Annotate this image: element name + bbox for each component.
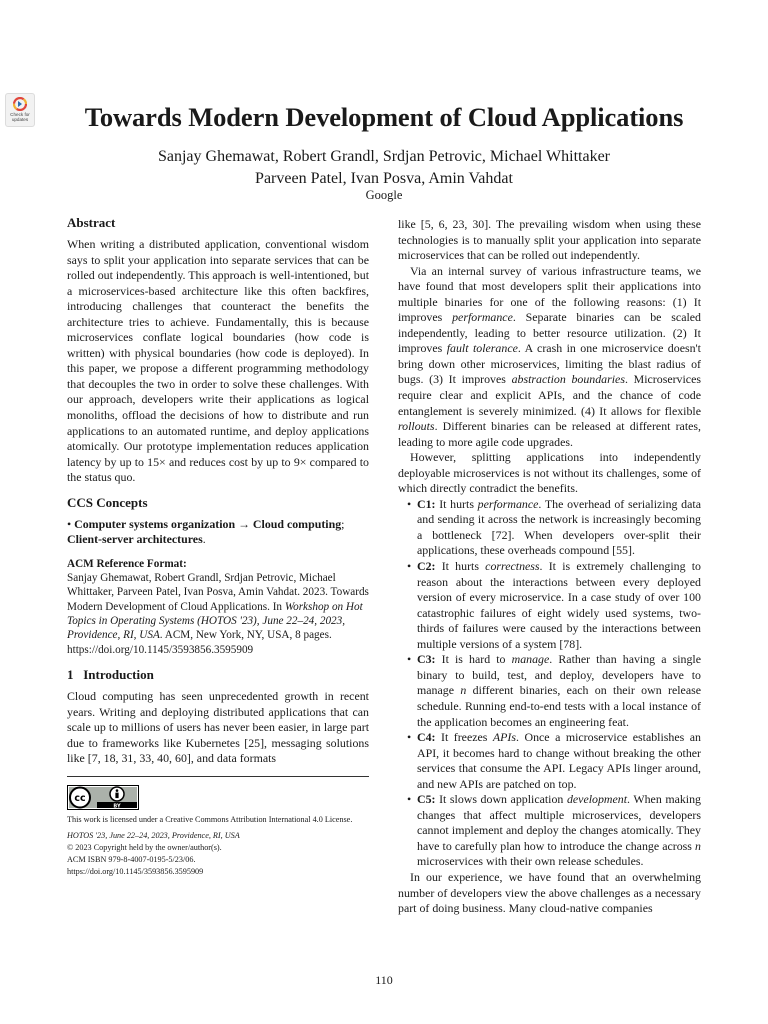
text-run: . Separate binaries can be scaled independently, leading to better resource utilization. (2) It improves xyxy=(398,310,701,356)
abstract-text: When writing a distributed application, conventional wisdom says to split your application into separate services that can be rolled out independently. This approach is well-intentioned, but a microservices-based architecture like this often backfires, introducing challenges that counteract the benefits the architecture tries to achieve. Fundamentally, this is because microservices conflate logical boundaries (how code is written) with physical boundaries (how code is deployed). In this paper, we propose a different programming methodology that decouples the two in order to solve these challenges. With our approach, developers write their applications as logical monoliths, offload the decisions of how to distribute and run applications to an automated runtime, and deploy applications atomically. Our prototype implementation reduces application latency by up to 15× and reduces cost by up to 9× compared to the status quo. xyxy=(67,237,369,485)
ccs-concepts xyxy=(67,517,369,548)
right-column xyxy=(398,217,701,917)
author-line: Sanjay Ghemawat, Robert Grandl, Srdjan Petrovic, Michael Whittaker xyxy=(157,148,611,165)
emphasis: n xyxy=(460,683,467,698)
doi-link[interactable]: https://doi.org/10.1145/3593856.3595909 xyxy=(67,867,204,877)
copyright-line: © 2023 Copyright held by the owner/author(s). xyxy=(67,843,222,853)
paragraph: However, splitting applications into independently deployable microservices is not without its challenges, some of which directly contradict the benefits. xyxy=(398,450,701,496)
item-label: C5: xyxy=(417,792,436,807)
emphasis: manage xyxy=(511,652,550,667)
text-run: . Different binaries can be released at different rates, leading to more agile code upgrades. xyxy=(398,419,701,449)
text-run: . It is extremely challenging to reason about the interactions between every deployed version of every microservice. In a case study of over 100 catastrophic failures of eight widely used systems, two-thirds of failures were caused by the interactions between multiple versions of a system [78]. xyxy=(417,559,701,651)
text-run: . A crash in one microservice doesn't bring down other microservices, limiting the blast radius of bugs. (3) It improves xyxy=(398,341,701,387)
text-run: . The overhead of serializing data and sending it across the network is increasingly becoming a bottleneck [72]. When developers over-split their applications, these overheads compound [55]. xyxy=(417,496,701,558)
text-run: It freezes xyxy=(435,730,493,745)
left-column xyxy=(67,215,369,878)
text-run: It hurts xyxy=(435,559,486,574)
item-label: C2: xyxy=(417,559,436,574)
ref-venue: Workshop on Hot Topics in Operating Systems (HOTOS '23), June 22–24, 2023, Providence, RI, USA xyxy=(67,600,363,642)
page-number: 110 xyxy=(375,973,393,987)
text-run: . Once a microservice establishes an API, it becomes hard to change without breaking the other services that consume the API. Legacy APIs linger around, and new APIs are patched on top. xyxy=(417,730,701,791)
emphasis: rollouts xyxy=(398,419,435,434)
acm-ref-heading: ACM Reference Format: xyxy=(67,557,187,570)
ccs-separator: ; xyxy=(341,516,345,531)
author-list xyxy=(0,146,768,190)
affiliation: Google xyxy=(365,188,403,202)
intro-heading xyxy=(67,667,369,683)
author-line: Parveen Patel, Ivan Posva, Amin Vahdat xyxy=(255,170,513,187)
venue-line xyxy=(67,830,369,842)
list-item xyxy=(398,792,701,870)
item-label: C4: xyxy=(417,730,436,745)
list-item xyxy=(398,652,701,730)
ccs-heading: CCS Concepts xyxy=(67,494,148,510)
text-run: different binaries, each on their own release schedule. Running end-to-end tests with a local instance of the application becomes an engineering feat. xyxy=(417,683,701,729)
paragraph: In our experience, we have found that an overwhelming number of developers view the above challenges as a necessary part of doing business. Many cloud-native companies xyxy=(398,869,701,916)
by-mark: BY xyxy=(113,803,121,810)
text-run: . Rather than having a single binary to build, test, and deploy, developers have to manage xyxy=(417,652,702,698)
text-run: microservices with their own release schedules. xyxy=(417,854,644,869)
paper-title: Towards Modern Development of Cloud Applications xyxy=(84,102,684,132)
list-item xyxy=(398,730,701,792)
emphasis: performance xyxy=(452,310,513,325)
doi-line xyxy=(67,866,369,878)
ccs-bullet: • xyxy=(67,516,75,531)
emphasis: fault tolerance xyxy=(446,341,518,356)
ccs-term: Client-server architectures xyxy=(67,532,203,547)
challenge-list xyxy=(398,497,701,870)
ref-run: . ACM, New York, NY, USA, 8 pages. https://doi.org/10.1145/3593856.3595909 xyxy=(67,629,332,656)
cc-mark: cc xyxy=(74,793,86,805)
emphasis: performance xyxy=(477,496,539,511)
cc-by-license-badge[interactable] xyxy=(67,785,139,810)
text-run: It hurts xyxy=(435,496,478,511)
ccs-end: . xyxy=(202,532,206,547)
acm-ref-text xyxy=(67,571,369,657)
text-run: . When making changes that affect multiple microservices, developers cannot implement and deploy the changes atomically. They have to carefully plan how to introduce the change across xyxy=(417,792,701,853)
text-run: . Microservices require clear and explicit APIs, and the chance of code entanglement is severely minimized. (4) It allows for flexible xyxy=(398,372,701,418)
abstract-heading: Abstract xyxy=(67,215,116,230)
emphasis: development xyxy=(566,792,628,807)
ccs-term: Computer systems organization → Cloud computing xyxy=(74,516,342,531)
text-run: It slows down application xyxy=(435,792,567,807)
license-divider xyxy=(67,776,369,777)
intro-text: Cloud computing has seen unprecedented growth in recent years. Writing and deploying distributed applications that can scale up to millions of users has never been easier, in large part due to frameworks like Kubernetes [25], messaging solutions like [7, 18, 31, 33, 40, 60], and data formats xyxy=(67,689,369,766)
license-text: This work is licensed under a Creative Commons Attribution International 4.0 License. xyxy=(67,815,353,825)
emphasis: abstraction boundaries xyxy=(511,372,625,387)
section-title: Introduction xyxy=(83,667,154,683)
text-run: It is hard to xyxy=(435,652,512,667)
venue-text: HOTOS '23, June 22–24, 2023, Providence, RI, USA xyxy=(67,831,240,841)
item-label: C3: xyxy=(417,652,436,667)
list-item xyxy=(398,497,701,559)
badge-text: Check for updates xyxy=(10,112,30,122)
ref-run: Sanjay Ghemawat, Robert Grandl, Srdjan Petrovic, Michael Whittaker, Parveen Patel, Ivan Posva, Amin Vahdat. 2023. Towards Modern Development of Cloud Applications. In xyxy=(67,571,369,613)
isbn-line: ACM ISBN 979-8-4007-0195-5/23/06. xyxy=(67,855,196,865)
paragraph xyxy=(398,264,701,451)
list-item xyxy=(398,559,701,652)
emphasis: correctness xyxy=(485,559,540,574)
section-number: 1 xyxy=(67,667,74,683)
paragraph: like [5, 6, 23, 30]. The prevailing wisdom when using these technologies is to manually split your application into separate microservices that can be rolled out independently. xyxy=(398,217,701,263)
item-label: C1: xyxy=(417,496,436,511)
license-notice xyxy=(67,814,369,878)
emphasis: APIs xyxy=(492,730,517,745)
text-run: Via an internal survey of various infrastructure teams, we have found that most developers split their applications into multiple binaries for one of the following reasons: (1) It improves xyxy=(398,263,701,325)
emphasis: n xyxy=(695,838,701,853)
